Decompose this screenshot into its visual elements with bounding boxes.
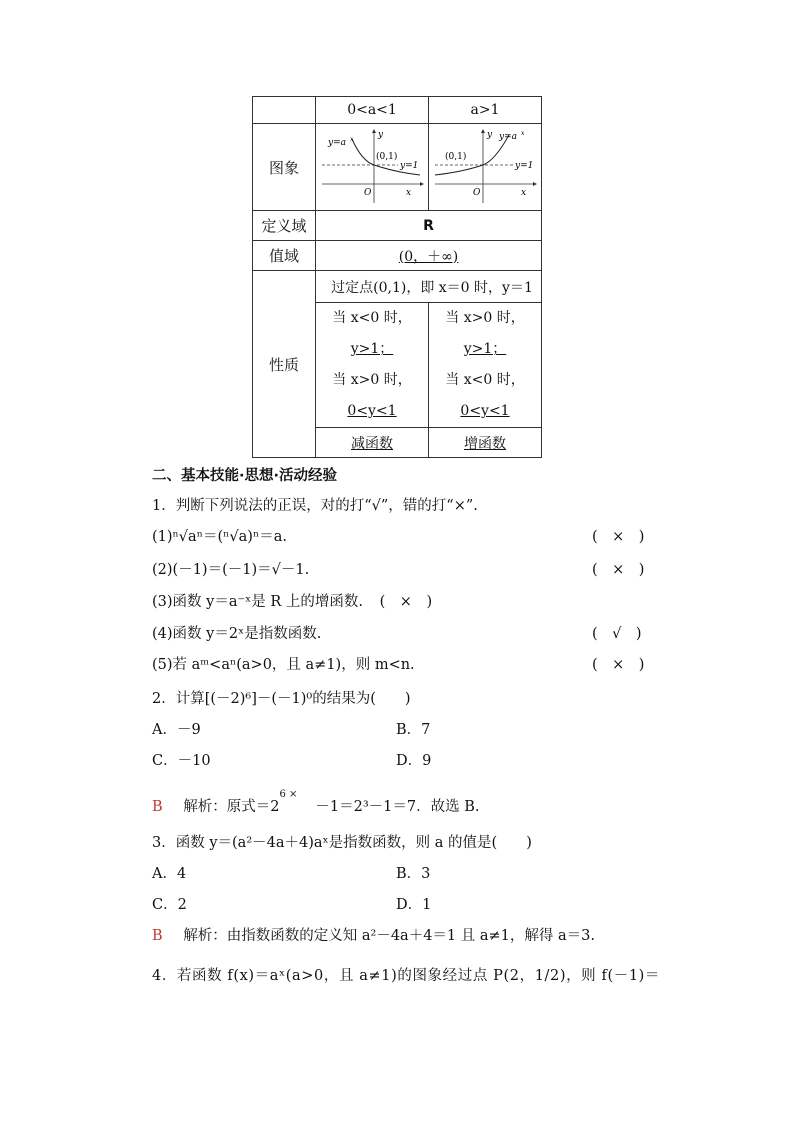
row-label-graph: 图象 xyxy=(253,124,316,211)
props-a-cell xyxy=(316,303,429,428)
q1-stem: 1．判断下列说法的正误，对的打“√”，错的打“×”. xyxy=(152,498,478,514)
graph-a-exp: x xyxy=(350,136,354,143)
q4-stem: 4．若函数 f(x)＝aˣ(a>0，且 a≠1)的图象经过点 P(2，1/2)，则 f(－1)＝ xyxy=(152,968,660,984)
graph-decreasing-svg xyxy=(316,127,428,207)
props-a-line-3: 当 x>0 时， xyxy=(332,372,412,388)
graph-a-line: y=1 xyxy=(400,161,419,171)
q1-mark-3: ( × ) xyxy=(379,594,433,610)
q2-analysis xyxy=(152,789,480,816)
section-title: 二、基本技能·思想·活动经验 xyxy=(152,468,338,484)
range-value xyxy=(316,241,542,271)
q2-analysis-rest: －1＝2³－1＝7．故选 B. xyxy=(315,799,480,815)
props-a-line-4: 0<y<1 xyxy=(347,403,397,419)
row-label-domain: 定义域 xyxy=(253,211,316,241)
graph-b-line: y=1 xyxy=(515,161,534,171)
graph-a-origin: O xyxy=(364,188,372,198)
q1-item-3 xyxy=(152,590,432,611)
props-b-line-2: y>1； xyxy=(463,341,507,357)
mono-b xyxy=(429,428,542,458)
q2-option-c: C．－10 xyxy=(152,753,211,769)
graph-b-y: y xyxy=(487,130,493,140)
mono-b-text: 增函数 xyxy=(464,435,506,452)
row-label-props: 性质 xyxy=(253,271,316,458)
graph-b-x: x xyxy=(521,188,527,198)
q2-option-b: B．7 xyxy=(396,722,431,738)
q3-analysis-line xyxy=(152,924,595,945)
graph-a-point: (0,1) xyxy=(376,152,398,162)
q1-item-2: (2)(－1)＝(－1)＝√－1. xyxy=(152,562,310,578)
props-b-line-3: 当 x<0 时， xyxy=(445,372,525,388)
q2-option-d: D．9 xyxy=(396,753,432,769)
table-corner xyxy=(253,97,316,124)
graph-b-exp: x xyxy=(521,130,525,137)
q1-mark-5: ( × ) xyxy=(592,657,645,673)
props-a-line-2: y>1； xyxy=(350,341,394,357)
q1-mark-1: ( × ) xyxy=(592,529,645,545)
q1-item-5: (5)若 aᵐ<aⁿ(a>0，且 a≠1)，则 m<n. xyxy=(152,657,415,673)
graph-decreasing xyxy=(316,124,429,211)
q3-answer: B xyxy=(152,928,163,944)
domain-value: R xyxy=(316,211,542,241)
graph-a-curve-label: y=a xyxy=(328,138,346,148)
props-b-line-4: 0<y<1 xyxy=(460,403,510,419)
q3-analysis: 解析：由指数函数的定义知 a²－4a＋4＝1 且 a≠1，解得 a＝3. xyxy=(183,928,595,944)
mono-a xyxy=(316,428,429,458)
props-a-line-1: 当 x<0 时， xyxy=(332,310,412,326)
graph-b-point: (0,1) xyxy=(445,152,467,162)
props-b-cell xyxy=(429,303,542,428)
q2-answer: B xyxy=(152,799,163,815)
q2-option-a: A．－9 xyxy=(152,722,201,738)
fixed-point-text: 过定点(0,1)，即 x＝0 时，y＝1 xyxy=(316,271,542,303)
q3-option-c: C．2 xyxy=(152,897,187,913)
q1-item-1: (1)ⁿ√aⁿ＝(ⁿ√a)ⁿ＝a. xyxy=(152,529,287,545)
q1-mark-4: ( √ ) xyxy=(592,626,642,642)
graph-a-y: y xyxy=(378,130,384,140)
graph-increasing xyxy=(429,124,542,211)
graph-b-curve-label: y=a xyxy=(499,132,517,142)
q1-item-4: (4)函数 y＝2ˣ是指数函数. xyxy=(152,626,322,642)
props-b-line-1: 当 x>0 时， xyxy=(445,310,525,326)
graph-a-x: x xyxy=(406,188,412,198)
mono-a-text: 减函数 xyxy=(351,435,393,452)
header-a-lt-1: 0<a<1 xyxy=(316,97,429,124)
range-value-text: (0，＋∞) xyxy=(398,248,459,265)
row-label-range xyxy=(253,241,316,271)
q2-stem: 2．计算[(－2)⁶]－(－1)⁰的结果为( ) xyxy=(152,691,411,707)
q2-analysis-sup: 6 × xyxy=(279,789,298,800)
q3-option-b: B．3 xyxy=(396,866,431,882)
exponential-function-table xyxy=(252,96,542,458)
q2-analysis-prefix: 解析：原式＝2 xyxy=(183,799,280,815)
q3-option-d: D．1 xyxy=(396,897,432,913)
graph-increasing-svg xyxy=(429,127,541,207)
q1-mark-2: ( × ) xyxy=(592,562,645,578)
q3-option-a: A．4 xyxy=(152,866,187,882)
header-a-gt-1: a>1 xyxy=(429,97,542,124)
row-label-range-text: 值域 xyxy=(268,247,299,265)
q3-stem: 3．函数 y＝(a²－4a＋4)aˣ是指数函数，则 a 的值是( ) xyxy=(152,835,532,851)
q1-item-3-text: (3)函数 y＝a⁻ˣ是 R 上的增函数. xyxy=(152,594,364,610)
graph-b-origin: O xyxy=(473,188,481,198)
